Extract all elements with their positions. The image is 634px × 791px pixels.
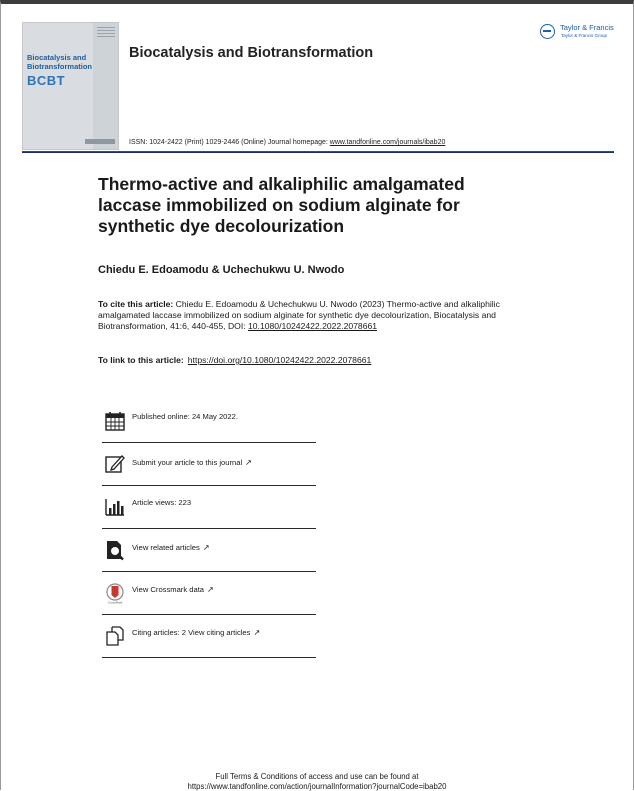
external-link-icon: ↗ [245, 458, 252, 467]
article-views: Article views: 223 [132, 498, 192, 507]
citing-row[interactable] [102, 615, 316, 658]
issn-text: ISSN: 1024-2422 (Print) 1029-2446 (Online) Journal homepage: [129, 139, 330, 146]
cover-stripe [93, 23, 118, 149]
submit-row[interactable] [102, 443, 316, 486]
cover-abbreviation: BCBT [27, 73, 66, 88]
related-articles-link[interactable] [132, 543, 210, 552]
calendar-icon [104, 410, 126, 432]
footer-terms-url[interactable]: https://www.tandfonline.com/action/journalInformation?journalCode=ibab20 [187, 782, 447, 791]
published-date: Published online: 24 May 2022. [132, 412, 238, 421]
citing-articles-link[interactable] [132, 628, 260, 637]
bar-chart-icon [104, 496, 126, 518]
article-doi-link[interactable]: https://doi.org/10.1080/10242422.2022.2078661 [187, 355, 372, 365]
cite-text: Chiedu E. Edoamodu & Uchechukwu U. Nwodo (2023) Thermo-active and alkaliphilic amalgamated laccase immobilized on sodium alginate for synthetic dye decolourization, Biocatalysis and Biotransformation, 41:6, 440-455, DOI: [98, 299, 500, 332]
edit-icon [104, 453, 126, 475]
search-document-icon [104, 539, 126, 561]
article-authors: Chiedu E. Edoamodu & Uchechukwu U. Nwodo [98, 264, 345, 276]
cover-journal-title: Biocatalysis and Biotransformation [27, 53, 93, 71]
published-row [102, 400, 316, 443]
publisher-subname: Taylor & Francis Group [561, 33, 608, 38]
publisher-logo-icon [540, 24, 555, 39]
cite-label: To cite this article: [98, 299, 174, 309]
header-rule-accent [22, 152, 614, 153]
cover-info-block [97, 27, 115, 39]
crossmark-logo-text: CrossMark [107, 600, 123, 604]
journal-cover[interactable] [22, 22, 119, 150]
cite-doi-link[interactable]: 10.1080/10242422.2022.2078661 [248, 321, 378, 332]
views-row [102, 486, 316, 529]
article-link-line [98, 355, 371, 365]
external-link-icon: ↗ [253, 628, 261, 637]
cover-publisher-mark [85, 139, 115, 144]
publisher-logo[interactable] [540, 22, 620, 42]
journal-homepage-link[interactable]: www.tandfonline.com/journals/ibab20 [329, 139, 446, 146]
publisher-name: Taylor & Francis [560, 23, 614, 32]
submit-article-link[interactable] [132, 458, 252, 467]
article-title: Thermo-active and alkaliphilic amalgamated laccase immobilized on sodium alginate for synthetic dye decolourization [98, 174, 465, 236]
crossmark-link[interactable] [132, 585, 214, 594]
footer-terms: Full Terms & Conditions of access and use can be found at [215, 772, 419, 781]
citing-articles-label: Citing articles: 2 View citing articles [132, 628, 251, 637]
submit-article-label: Submit your article to this journal [132, 458, 243, 467]
issn-line [129, 139, 445, 146]
related-articles-label: View related articles [132, 543, 200, 552]
citing-documents-icon [104, 625, 126, 647]
external-link-icon: ↗ [202, 543, 210, 552]
link-label: To link to this article: [98, 355, 184, 365]
external-link-icon: ↗ [207, 585, 214, 594]
crossmark-icon [104, 582, 126, 604]
related-row[interactable] [102, 529, 316, 572]
citation-block [98, 299, 518, 333]
crossmark-label: View Crossmark data [132, 585, 205, 594]
journal-name: Biocatalysis and Biotransformation [129, 45, 374, 61]
crossmark-row[interactable] [102, 572, 316, 615]
